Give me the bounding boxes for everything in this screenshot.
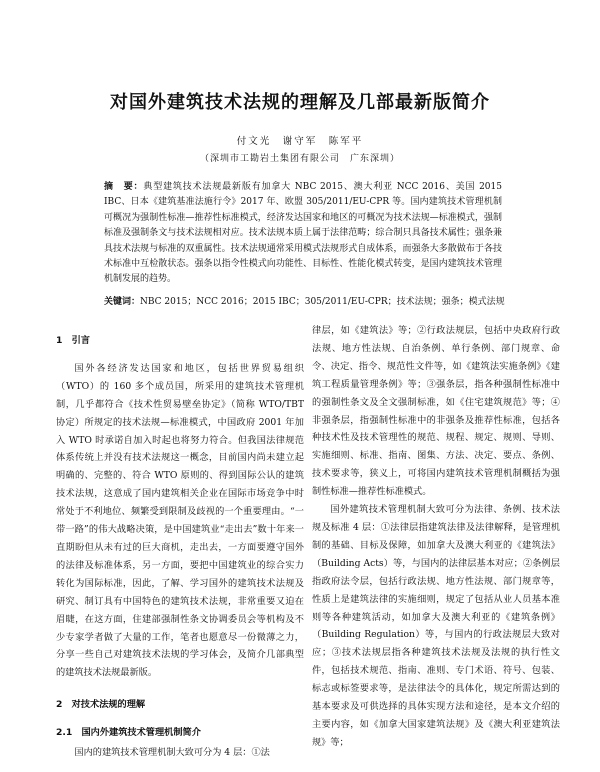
foreign-levels-paragraph: 国外建筑技术管理机制大致可分为法律、条例、技术法规及标准 4 层：①法律层指建筑法律及法律解释，是管理机制的基础、目标及保障，如加拿大及澳大利亚的《建筑法》（Building Acts）等，与国内的法律层基本对应；②条例层指政府法令层，包括行政法规、地方性法规、部门规章等，性质上是建筑法律的实施细则，规定了包括从业人员基本准则等各种建筑活动，如加拿大及澳大利亚的《建筑条例》（Building Regulation）等，与国内的行政法规层大致对应；③技术法规层指各种建筑技术法规及法规的执行性文件，包括技术规范、指南、准则、专门术语、符号、包装、标志或标签要求等，是法律法令的具体化，规定所需达到的基本要求及可供选择的具体实现方法和途径，是本文介绍的主要内容，如《加拿大国家建筑法规》及《澳大利亚建筑法规》等； [312, 504, 560, 748]
section-2-1-paragraph: 国内的建筑技术管理机制大致可分为 4 层：①法 [74, 747, 270, 759]
keywords-text: NBC 2015；NCC 2016；2015 IBC；305/2011/EU-CPR；技术法规；强条；模式法规 [140, 297, 505, 307]
section-2-heading: 2 对技术法规的理解 [56, 699, 146, 711]
intro-paragraph: 国外各经济发达国家和地区，包括世界贸易组织（WTO）的 160 多个成员国，所采用的建筑技术管理机制，几乎都符合《技术性贸易壁垒协定》（简称 WTO/TBT 协定）所规定的技术法规—标准模式，中国政府 2001 年加入 WTO 时承诺自加入时起也将努力符合。但我国法律规范体系传统上并没有技术法规这一概念，目前国内尚未建立起明确的、完整的、符合 WTO 原则的、得到国际公认的建筑技术法规，这意成了国内建筑相关企业在国际市场竞争中时常处于不利地位、频繁受到限制及歧视的一个重要理由。“一带一路”的伟大战略决策，是中国建筑业“走出去”数十年来一直期盼但从未有过的巨大商机，走出去，一方面要遵守国外的法律及标准体系，另一方面，要把中国建筑业的综合实力转化为国际标准，因此，了解、学习国外的建筑技术法规及研究、制订具有中国特色的建筑技术法规，非常重要又迫在眉睫，在这方面，住建部强制性条文协调委员会等机构及不少专家学者做了大量的工作，笔者也愿意尽一份微薄之力，分享一些自己对建筑技术法规的学习体会，及简介几部典型的建筑技术法规最新版。 [56, 362, 304, 679]
abstract-label: 摘 要： [104, 182, 144, 192]
section-1-heading: 1 引言 [56, 335, 90, 346]
authors: 付文光 谢守军 陈军平 [236, 136, 364, 147]
abstract [104, 180, 502, 288]
domestic-levels-paragraph: 律层，如《建筑法》等；②行政法规层，包括中央政府行政法规、地方性法规、自治条例、单行条例、部门规章、命令、决定、指令、规范性文件等，如《建筑法实施条例》《建筑工程质量管理条例》等；③强条层，指各种强制性标准中的强制性条文及全文强制标准，如《住宅建筑规范》等；④非强条层，指强制性标准中的非强条及推荐性标准，包括各种技术性及技术管理性的规范、规程、规定、规则、导则、实施细则、标准、指南、图集、方法、决定、要点、条例、技术要求等，狭义上，可将国内建筑技术管理机制概括为强制性标准—推荐性标准模式。 [312, 325, 560, 498]
page-title: 对国外建筑技术法规的理解及几部最新版简介 [110, 92, 490, 113]
keywords [104, 294, 524, 307]
keywords-label: 关键词： [104, 297, 141, 307]
right-column [312, 322, 560, 752]
subsection-2-1-heading: 2.1 国内外建筑技术管理机制简介 [56, 727, 201, 739]
abstract-text: 典型建筑技术法规最新版有加拿大 NBC 2015、澳大利亚 NCC 2016、美国 2015 IBC、日本《建筑基准法施行令》2017 年、欧盟 305/2011/EU-CPR 等。国内建筑技术管理机制可概况为强制性标准—推荐性标准模式，经济发达国家和地区的可概况为技术法规—标准模式，强制标准及强制条文与技术法规相对应。技术法规本质上属于法律范畴；综合制只具备技术属性；强条兼具技术法规与标准的双重属性。技术法规通常采用模式法规形式自成体系，而强条大多散做布于各技术标准中互检散状态。强条以指令性模式向功能性、目标性、性能化模式转变，是国内建筑技术管理机制发展的趋势。 [104, 182, 502, 285]
left-column [56, 322, 304, 762]
affiliation: （深圳市工勘岩土集团有限公司 广东深圳） [199, 154, 400, 164]
